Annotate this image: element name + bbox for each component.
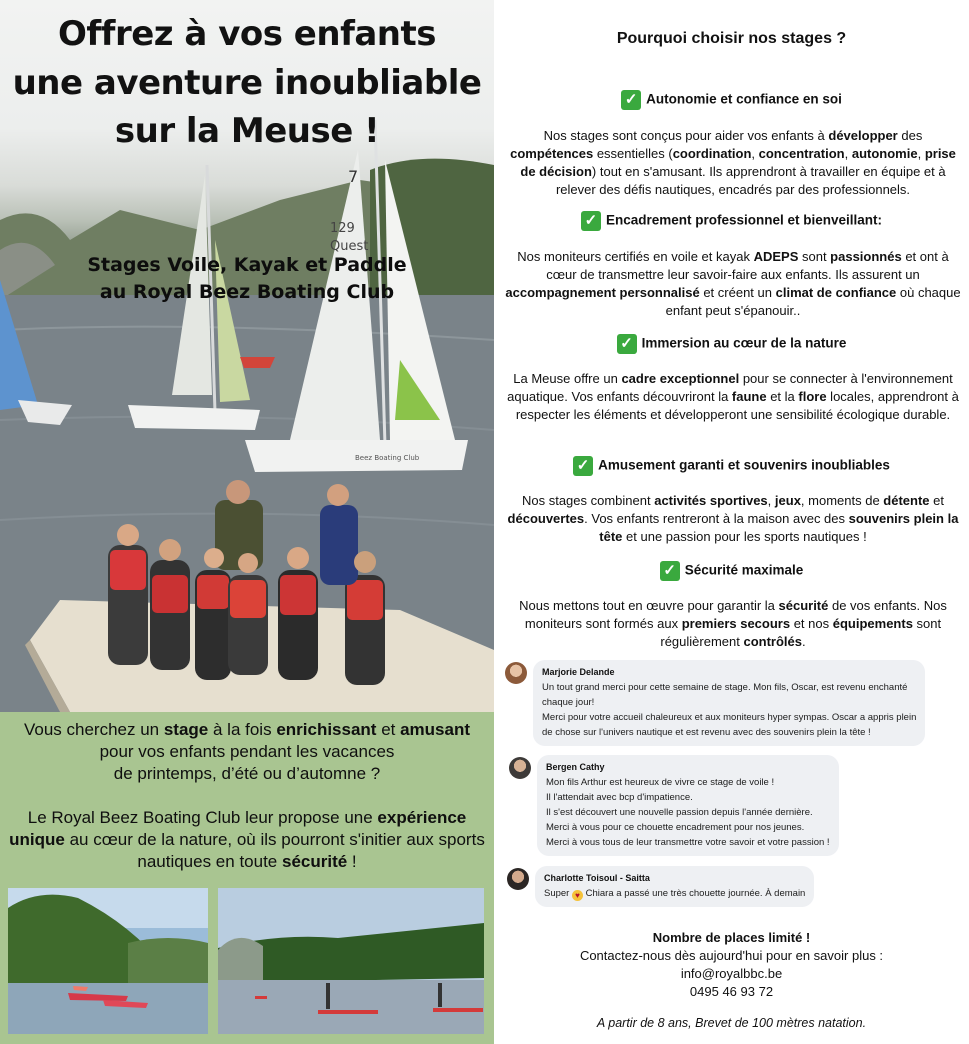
sail-number: 129 [330,221,355,236]
section-text-run: . [802,634,806,649]
comment-line: de chose sur l'univers nautique et est revenu avec des souvenirs plein la tête ! [542,727,871,738]
commenter-name: Bergen Cathy [546,762,605,772]
section-text-run: coordination [672,146,752,161]
section-text-run: et la [766,389,799,404]
hero-title-line: sur la Meuse ! [114,111,380,152]
hero-subtitle-line: Stages Voile, Kayak et Paddle [87,254,407,276]
section-text-run: contrôlés [743,634,802,649]
commenter-name: Charlotte Toisoul - Saitta [544,873,650,883]
section-text-run: sont régulièrement [660,616,942,649]
kayak-photo [8,888,208,1034]
section-text-run: et créent un [699,285,776,300]
comment-line: Merci à vous pour ce chouette encadrement pour nos jeunes. [546,822,805,833]
section-text-run: concentration [758,146,845,161]
section-text-run: faune [731,389,767,404]
section-text-run: , moments de [800,493,884,508]
comment-line: Merci pour votre accueil chaleureux et aux moniteurs hyper sympas. Oscar a appris plein [542,712,917,723]
section-heading-autonomy: ✓ Autonomie et confiance en soi [494,90,969,110]
boat-name: Beez Boating Club [355,454,420,462]
section-text-run: , [767,493,775,508]
section-text-run: ADEPS [753,249,799,264]
section-text-run: et nos [790,616,833,631]
comment-line: Il l'attendait avec bcp d'impatience. [546,792,693,803]
avatar [509,757,531,779]
section-text-run: locales, apprendront à respecter les éléments et développeront une sensibilité écologique durable. [515,389,959,422]
section-text-run: développer [828,128,898,143]
section-body-autonomy [504,127,962,199]
section-heading-supervision: ✓ Encadrement professionnel et bienveillant: [494,211,969,231]
section-text-run: Nous mettons tout en œuvre pour garantir la [519,598,779,613]
section-text-run: autonomie [851,146,918,161]
section-text-run: équipements [832,616,913,631]
section-text-run: ) tout en s'amusant. Ils apprendront à travailler en équipe et à relever des défis nautiques, encadrés par des professionnels. [555,164,946,197]
section-text-run: , [751,146,759,161]
section-text-run: souvenirs plein la tête [599,511,959,544]
section-text-run: Nos stages sont conçus pour aider vos enfants à [543,128,829,143]
section-text-run: passionnés [830,249,902,264]
contact-email[interactable]: info@royalbbc.be [680,966,783,981]
contact-phone[interactable]: 0495 46 93 72 [689,984,774,999]
kayak-photo-illustration [8,888,208,1034]
section-text-run: . Vos enfants rentreront à la maison avec des [584,511,849,526]
section-text-run: sont [798,249,831,264]
testimonial-comment [505,660,955,746]
testimonial-comment [507,866,814,907]
right-column [494,0,969,1044]
comment-bubble [533,660,925,746]
check-icon: ✓ [573,456,593,476]
check-icon: ✓ [581,211,601,231]
section-text-run: et ont à cœur de transmettre leur savoir-faire aux enfants. Ils assurent un [546,249,949,282]
comment-line: Un tout grand merci pour cette semaine de stage. Mon fils, Oscar, est revenu enchanté [542,682,908,693]
section-text-run: sécurité [778,598,829,613]
section-text-run: Nos moniteurs certifiés en voile et kayak [517,249,754,264]
avatar [505,662,527,684]
section-text-run: et une passion pour les sports nautiques ! [622,529,867,544]
section-text-run: activités sportives [654,493,768,508]
check-icon: ✓ [621,90,641,110]
section-text-run: Nos stages combinent [521,493,655,508]
heart-eyes-emoji-icon: ♥ [572,890,583,901]
section-text-run: , [917,146,925,161]
hero-title [0,10,494,156]
contact-invite: Contactez-nous dès aujourd'hui pour en savoir plus : [579,948,884,963]
limited-places-notice: Nombre de places limité ! [652,930,811,945]
avatar [507,868,529,890]
section-text-run: où chaque enfant peut s'épanouir.. [665,285,961,318]
section-heading-fun: ✓ Amusement garanti et souvenirs inoubliables [494,456,969,476]
section-text-run: des [897,128,923,143]
hero-photo [0,0,494,712]
comment-bubble [535,866,814,907]
comment-line: Super ♥ Chiara a passé une très chouette journée. À demain [544,888,806,900]
section-heading-nature: ✓ Immersion au cœur de la nature [494,334,969,354]
commenter-name: Marjorie Delande [542,667,615,677]
section-text-run: climat de confiance [775,285,897,300]
section-text-run: compétences [510,146,594,161]
intro-text [0,719,494,873]
sail-number: 7 [348,167,359,186]
section-text-run: découvertes [507,511,585,526]
comment-line: chaque jour! [542,697,595,708]
section-text-run: premiers secours [681,616,791,631]
check-icon: ✓ [617,334,637,354]
right-title: Pourquoi choisir nos stages ? [616,30,847,47]
section-text-run: jeux [774,493,801,508]
paddle-photo-illustration [218,888,484,1034]
comment-line: Il s'est découvert une nouvelle passion depuis l'année dernière. [546,807,813,818]
hero-title-line: Offrez à vos enfants [57,14,436,54]
intro-paragraph-2: Le Royal Beez Boating Club leur propose une expérience unique au cœur de la nature, où ils pourront s'initier aux sports nautiques en toute sécurité ! [9,808,485,871]
comment-line: Mon fils Arthur est heureux de vivre ce stage de voile ! [546,777,775,788]
check-icon: ✓ [660,561,680,581]
section-heading-safety: ✓ Sécurité maximale [494,561,969,581]
section-text-run: et [929,493,944,508]
section-text-run: détente [883,493,930,508]
section-text-run: prise de décision [520,146,956,179]
section-text-run: cadre exceptionnel [621,371,740,386]
age-requirement-note: A partir de 8 ans, Brevet de 100 mètres natation. [596,1016,867,1030]
comment-bubble [537,755,839,856]
intro-paragraph-1: Vous cherchez un stage à la fois enrichissant et amusant pour vos enfants pendant les vacances de printemps, d’été ou d’automne ? [23,720,471,783]
section-text-run: flore [798,389,827,404]
section-body-nature [504,370,962,424]
testimonial-comment [509,755,839,856]
hero-subtitle [0,252,494,306]
section-text-run: essentielles ( [593,146,673,161]
section-body-supervision [504,248,962,320]
paddle-photo [218,888,484,1034]
contact-block [494,929,969,1001]
section-text-run: La Meuse offre un [513,371,622,386]
section-text-run: pour se connecter à l'environnement aquatique. Vos enfants découvriront la [507,371,953,404]
section-text-run: , [844,146,852,161]
hero-subtitle-line: au Royal Beez Boating Club [99,280,395,303]
comment-line: Merci à vous tous de leur transmettre votre savoir et votre passion ! [546,837,830,848]
section-body-fun [504,492,962,546]
hero-title-line: une aventure inoubliable [12,62,482,103]
section-text-run: de vos enfants. Nos moniteurs sont formés aux [524,598,947,631]
sail-number: Quest [330,239,369,254]
section-body-safety [504,597,962,651]
section-text-run: accompagnement personnalisé [505,285,700,300]
